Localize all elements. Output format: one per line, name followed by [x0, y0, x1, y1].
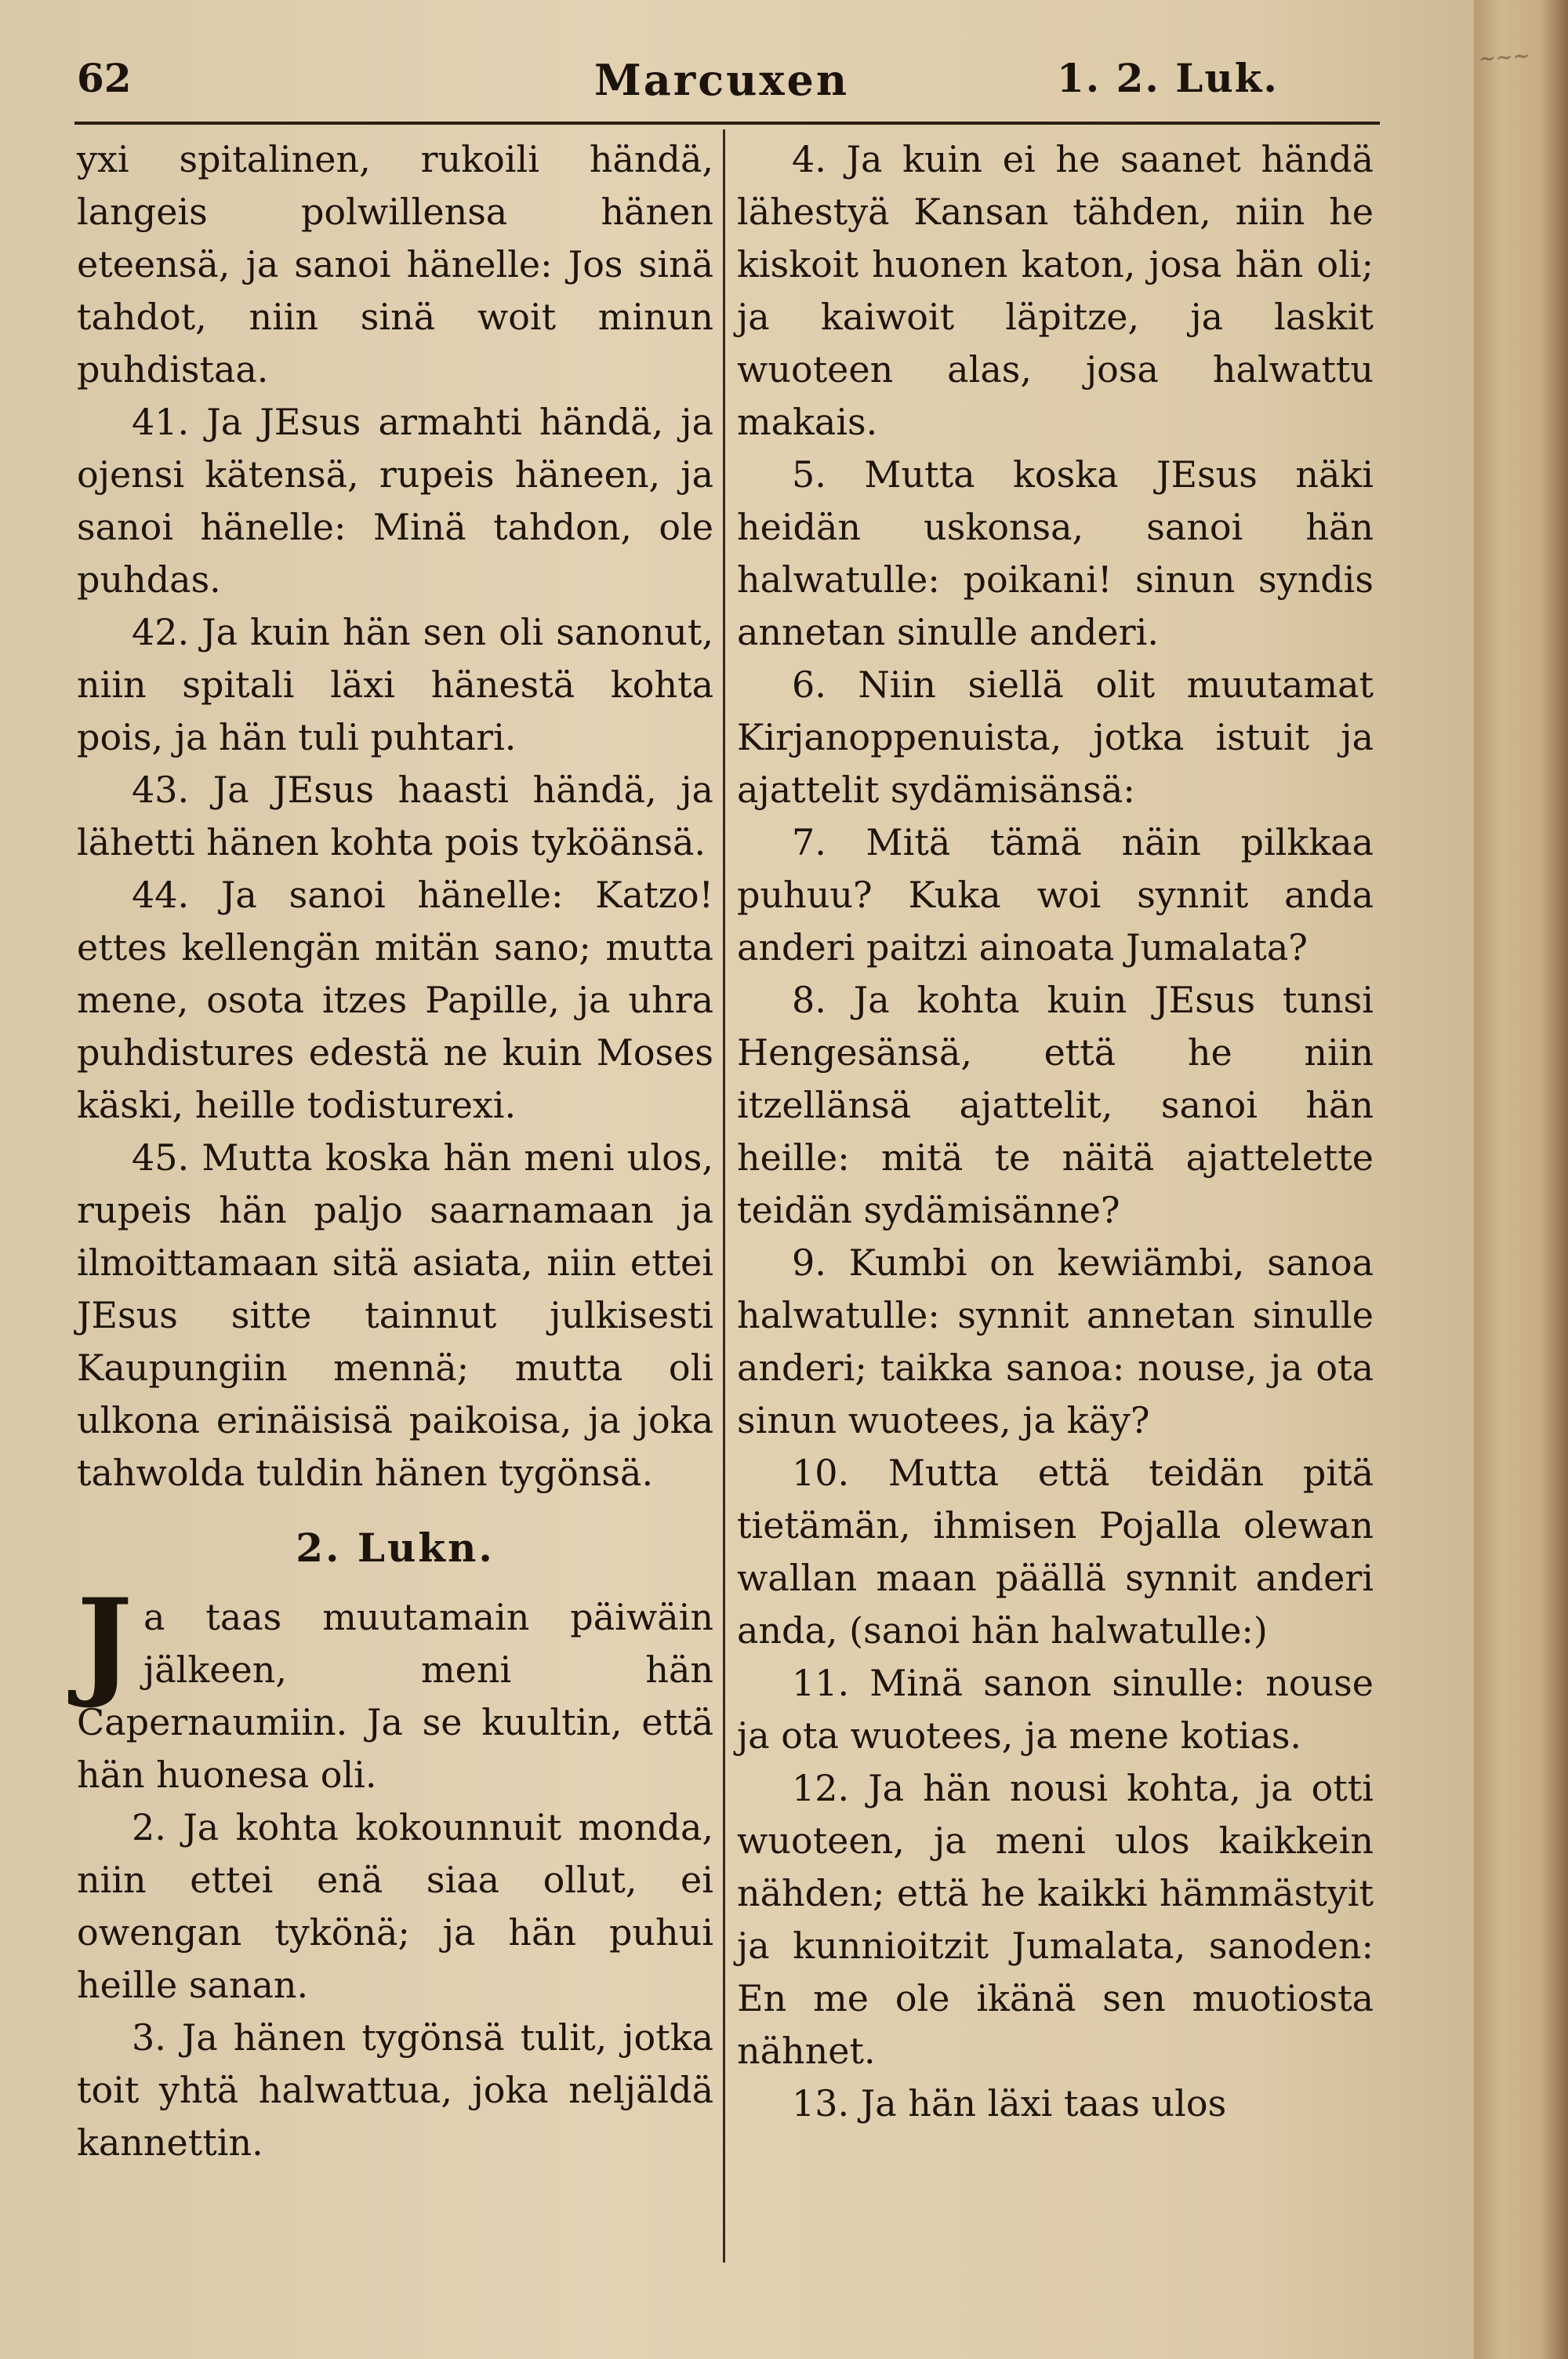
- page-number: 62: [77, 55, 132, 101]
- drop-cap: J: [77, 1573, 132, 1711]
- verse-paragraph: 7. Mitä tämä näin pilkkaa puhuu? Kuka woi synnit anda anderi paitzi ainoata Jumalata?: [737, 821, 1374, 969]
- verse-paragraph: 10. Mutta että teidän pitä tietämän, ihmisen Pojalla olewan wallan maan päällä synnit anderi anda, (sanoi hän halwatulle:): [737, 1452, 1374, 1652]
- verse-paragraph: 41. Ja JEsus armahti händä, ja ojensi kätensä, rupeis häneen, ja sanoi hänelle: Minä tahdon, ole puhdas.: [77, 401, 713, 601]
- column-divider: [723, 129, 725, 2263]
- chapter-reference: 1. 2. Luk.: [1057, 55, 1279, 101]
- running-title: Marcuxen: [594, 55, 850, 105]
- left-column: [77, 133, 713, 2169]
- verse-paragraph: 6. Niin siellä olit muutamat Kirjanoppenuista, jotka istuit ja ajattelit sydämisänsä:: [737, 663, 1374, 811]
- running-header: [77, 55, 1378, 110]
- verse-paragraph: 42. Ja kuin hän sen oli sanonut, niin spitali läxi hänestä kohta pois, ja hän tuli puhtari.: [77, 611, 713, 758]
- verse-paragraph: 13. Ja hän läxi taas ulos: [792, 2082, 1227, 2125]
- adjacent-page-edge: [1474, 0, 1568, 2359]
- ghost-text-decoration: ~~~: [1479, 44, 1530, 71]
- right-column: [737, 133, 1374, 2130]
- verse-paragraph: 4. Ja kuin ei he saanet händä lähestyä Kansan tähden, niin he kiskoit huonen katon, josa hän oli; ja kaiwoit läpitze, ja laskit wuoteen alas, josa halwattu makais.: [737, 138, 1374, 443]
- verse-paragraph: 11. Minä sanon sinulle: nouse ja ota wuotees, ja mene kotias.: [737, 1662, 1374, 1757]
- verse-paragraph: 43. Ja JEsus haasti händä, ja lähetti hänen kohta pois tyköänsä.: [77, 769, 713, 863]
- verse-paragraph: 5. Mutta koska JEsus näki heidän uskonsa, sanoi hän halwatulle: poikani! sinun syndis annetan sinulle anderi.: [737, 453, 1374, 653]
- verse-paragraph: 12. Ja hän nousi kohta, ja otti wuoteen, ja meni ulos kaikkein nähden; että he kaikki hämmästyit ja kunnioitzit Jumalata, sanoden: En me ole ikänä sen muotiosta nähnet.: [737, 1767, 1374, 2072]
- verse-paragraph: [77, 1573, 713, 1801]
- chapter-heading: 2. Lukn.: [296, 1525, 495, 1571]
- verse-text: a taas muutamain päiwäin jälkeen, meni hän Capernaumiin. Ja se kuultin, että hän huonesa oli.: [77, 1596, 713, 1796]
- verse-paragraph: 2. Ja kohta kokounnuit monda, niin ettei enä siaa ollut, ei owengan tykönä; ja hän puhui heille sanan.: [77, 1806, 713, 2006]
- verse-paragraph: 8. Ja kohta kuin JEsus tunsi Hengesänsä, että he niin itzellänsä ajattelit, sanoi hän heille: mitä te näitä ajattelette teidän sydämisänne?: [737, 979, 1374, 1231]
- continued-paragraph: yxi spitalinen, rukoili händä, langeis polwillensa hänen eteensä, ja sanoi hänelle: Jos sinä tahdot, niin sinä woit minun puhdistaa.: [77, 138, 713, 391]
- verse-paragraph: 44. Ja sanoi hänelle: Katzo! ettes kellengän mitän sano; mutta mene, osota itzes Papille, ja uhra puhdistures edestä ne kuin Moses käski, heille todisturexi.: [77, 874, 713, 1126]
- header-rule: [74, 122, 1380, 125]
- verse-paragraph: 3. Ja hänen tygönsä tulit, jotka toit yhtä halwattua, joka neljäldä kannettin.: [77, 2016, 713, 2164]
- verse-paragraph: 9. Kumbi on kewiämbi, sanoa halwatulle: synnit annetan sinulle anderi; taikka sanoa: nouse, ja ota sinun wuotees, ja käy?: [737, 1241, 1374, 1441]
- verse-paragraph: 45. Mutta koska hän meni ulos, rupeis hän paljo saarnamaan ja ilmoittamaan sitä asiata, niin ettei JEsus sitte tainnut julkisesti Kaupungiin mennä; mutta oli ulkona erinäisisä paikoisa, ja joka tahwolda tuldin hänen tygönsä.: [77, 1136, 713, 1494]
